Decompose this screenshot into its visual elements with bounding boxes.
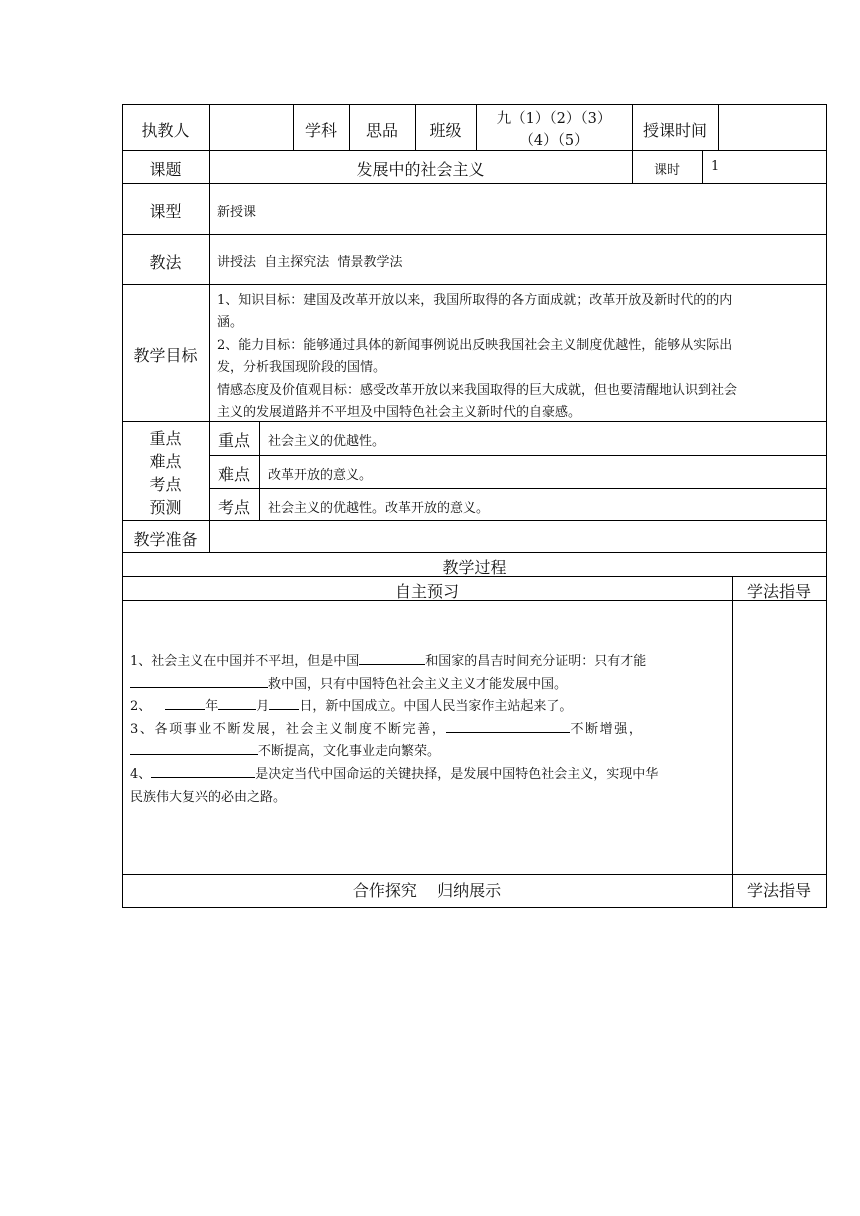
table-rule <box>209 455 827 456</box>
answer-blank[interactable] <box>130 740 258 755</box>
topic-label: 课题 <box>149 160 182 179</box>
answer-blank[interactable] <box>218 695 256 710</box>
table-rule <box>826 104 827 907</box>
question-1-line-1 <box>130 650 646 669</box>
topic-value: 发展中的社会主义 <box>356 160 485 179</box>
table-rule <box>209 488 827 489</box>
class-label: 班级 <box>429 121 462 140</box>
table-rule <box>122 284 827 285</box>
table-rule <box>122 907 827 908</box>
objectives-label: 教学目标 <box>133 346 198 365</box>
table-rule <box>122 183 827 184</box>
question-text: 4、 <box>130 767 152 782</box>
question-text: 是决定当代中国命运的关键抉择，是发展中国特色社会主义，实现中华 <box>255 767 659 782</box>
question-4-line-1 <box>130 763 658 782</box>
difficult-point-label: 难点 <box>217 465 250 484</box>
question-text: 2、 <box>130 699 152 714</box>
question-2 <box>130 695 572 714</box>
exam-point-value: 社会主义的优越性。改革开放的意义。 <box>268 501 490 516</box>
focus-group-label: 考点 <box>149 475 182 494</box>
answer-blank[interactable] <box>446 718 570 733</box>
objective-line: 情感态度及价值观目标：感受改革开放以来我国取得的巨大成就，但也要清醒地认识到社会 <box>217 383 738 398</box>
period-value: 1 <box>711 159 720 174</box>
question-text: 年 <box>205 699 219 714</box>
question-text: 1、社会主义在中国并不平坦，但是中国 <box>130 654 360 669</box>
table-rule <box>732 576 733 907</box>
objective-line: 涵。 <box>217 315 244 330</box>
answer-blank[interactable] <box>359 650 425 665</box>
focus-group-label: 预测 <box>149 498 182 517</box>
question-text: 日，新中国成立。中国人民当家作主站起来了。 <box>299 699 573 714</box>
focus-group-label: 重点 <box>149 429 182 448</box>
difficult-point-value: 改革开放的意义。 <box>268 468 373 483</box>
coop-guide-label: 学法指导 <box>746 881 811 900</box>
answer-blank[interactable] <box>165 695 205 710</box>
table-rule <box>718 104 719 150</box>
period-label: 课时 <box>653 163 680 178</box>
lesson-type-value: 新授课 <box>217 205 257 220</box>
question-text: 不断提高，文化事业走向繁荣。 <box>258 744 441 759</box>
process-title: 教学过程 <box>442 558 507 577</box>
table-rule <box>122 234 827 235</box>
table-rule <box>259 421 260 520</box>
table-rule <box>122 104 827 105</box>
key-point-label: 重点 <box>217 431 250 450</box>
objective-line: 发，分析我国现阶段的国情。 <box>217 360 387 375</box>
method-value: 讲授法 自主探究法 情景教学法 <box>217 255 403 270</box>
answer-blank[interactable] <box>130 673 268 688</box>
focus-group-label: 难点 <box>149 452 182 471</box>
question-text: 3、各项事业不断发展，社会主义制度不断完善， <box>130 722 447 737</box>
method-label: 教法 <box>149 253 182 272</box>
exam-point-label: 考点 <box>217 498 250 517</box>
preparation-label: 教学准备 <box>133 530 198 549</box>
answer-blank[interactable] <box>269 695 299 710</box>
question-3-line-2 <box>130 740 440 759</box>
table-rule <box>122 552 827 553</box>
self-study-title: 自主预习 <box>394 582 459 601</box>
table-rule <box>122 421 827 422</box>
question-text: 不断增强， <box>570 722 644 737</box>
question-text: 月 <box>256 699 270 714</box>
table-rule <box>122 874 827 875</box>
question-text: 和国家的昌吉时间充分证明：只有才能 <box>425 654 647 669</box>
table-rule <box>122 150 827 151</box>
question-4-line-2 <box>130 786 286 805</box>
class-value-line1: 九（1）（2）（3） <box>496 111 612 127</box>
subject-label: 学科 <box>304 121 337 140</box>
objective-line: 1、知识目标：建国及改革开放以来，我国所取得的各方面成就；改革开放及新时代的的内 <box>217 293 733 308</box>
guide-label: 学法指导 <box>746 582 811 601</box>
question-text: 救中国，只有中国特色社会主义主义才能发展中国。 <box>268 677 568 692</box>
question-1-line-2 <box>130 673 567 692</box>
key-point-value: 社会主义的优越性。 <box>268 434 386 449</box>
lesson-type-label: 课型 <box>149 202 182 221</box>
subject-value: 思品 <box>365 121 398 140</box>
question-text: 民族伟大复兴的必由之路。 <box>130 790 287 805</box>
teacher-label: 执教人 <box>141 121 190 140</box>
time-label: 授课时间 <box>642 121 707 140</box>
objective-line: 主义的发展道路并不平坦及中国特色社会主义新时代的自豪感。 <box>217 405 582 420</box>
objective-line: 2、能力目标：能够通过具体的新闻事例说出反映我国社会主义制度优越性，能够从实际出 <box>217 338 733 353</box>
answer-blank[interactable] <box>151 763 255 778</box>
coop-title: 合作探究 归纳展示 <box>352 881 502 900</box>
class-value-line2: （4）（5） <box>519 133 589 149</box>
table-rule <box>122 520 827 521</box>
table-rule <box>702 150 703 183</box>
question-3-line-1 <box>130 718 644 737</box>
